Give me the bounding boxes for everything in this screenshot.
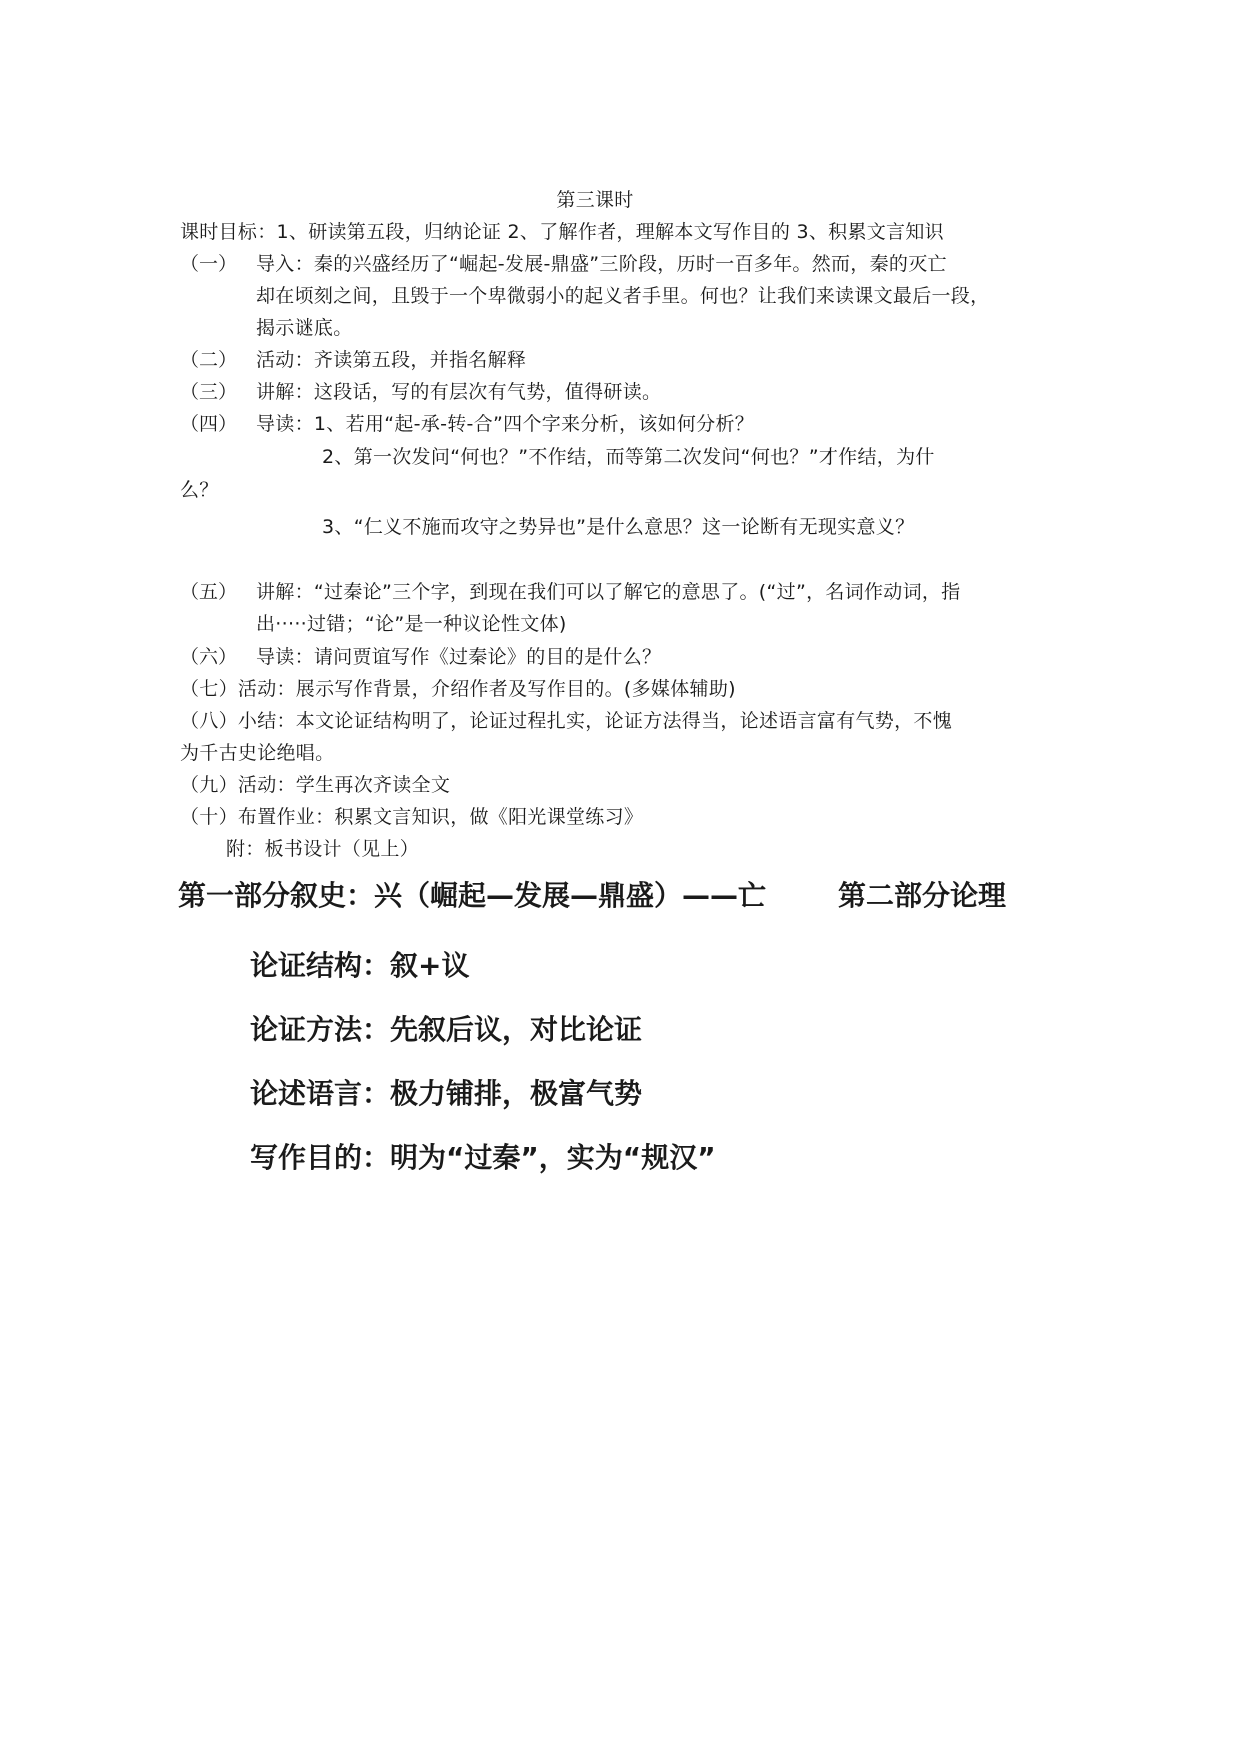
- board-part-1: 第一部分叙史：兴（崛起—发展—鼎盛）——亡: [178, 879, 767, 912]
- board-structure: 论证结构：叙+议: [250, 949, 470, 982]
- appendix-note: 附：板书设计（见上）: [226, 838, 420, 860]
- item-line: 导入：秦的兴盛经历了“崛起-发展-鼎盛”三阶段，历时一百多年。然而，秦的灭亡: [256, 253, 947, 275]
- item-10: （十）布置作业：积累文言知识，做《阳光课堂练习》: [180, 806, 644, 828]
- item-9: （九）活动：学生再次齐读全文: [180, 774, 451, 796]
- item-number: （四）: [180, 413, 238, 435]
- item-number: （六）: [180, 646, 238, 668]
- board-method: 论证方法：先叙后议，对比论证: [250, 1013, 643, 1046]
- board-purpose: 写作目的：明为“过秦”，实为“规汉”: [250, 1141, 716, 1174]
- guide-question-3: 3、“仁义不施而攻守之势异也”是什么意思？这一论断有无现实意义？: [322, 516, 915, 538]
- item-line: 导读：请问贾谊写作《过秦论》的目的是什么？: [256, 646, 662, 668]
- item-number: （一）: [180, 253, 238, 275]
- item-number: （三）: [180, 381, 238, 403]
- item-line: 讲解：“过秦论”三个字，到现在我们可以了解它的意思了。(“过”，名词作动词，指: [256, 581, 961, 603]
- summary-line-1: （八）小结：本文论证结构明了，论证过程扎实，论证方法得当，论述语言富有气势，不愧: [180, 710, 953, 732]
- item-line: 揭示谜底。: [256, 317, 353, 339]
- item-line: 讲解：这段话，写的有层次有气势，值得研读。: [256, 381, 662, 403]
- item-number: （二）: [180, 349, 238, 371]
- guide-question-2-cont: 么？: [180, 479, 219, 501]
- item-line: 活动：齐读第五段，并指名解释: [256, 349, 527, 371]
- item-line: 出·····过错；“论”是一种议论性文体): [256, 613, 567, 635]
- summary-line-2: 为千古史论绝唱。: [180, 742, 335, 764]
- board-language: 论述语言：极力铺排，极富气势: [250, 1077, 643, 1110]
- page-title: 第三课时: [556, 189, 634, 211]
- board-part-2: 第二部分论理: [838, 879, 1007, 912]
- item-number: （五）: [180, 581, 238, 603]
- item-line: 却在顷刻之间，且毁于一个卑微弱小的起义者手里。何也？让我们来读课文最后一段，: [256, 285, 990, 307]
- guide-question-2: 2、第一次发问“何也？”不作结，而等第二次发问“何也？”才作结，为什: [322, 446, 935, 468]
- item-line: 导读：1、若用“起-承-转-合”四个字来分析，该如何分析？: [256, 413, 755, 435]
- lesson-objectives: 课时目标：1、研读第五段，归纳论证 2、了解作者，理解本文写作目的 3、积累文言知识: [180, 221, 944, 243]
- item-7: （七）活动：展示写作背景，介绍作者及写作目的。(多媒体辅助): [180, 678, 736, 700]
